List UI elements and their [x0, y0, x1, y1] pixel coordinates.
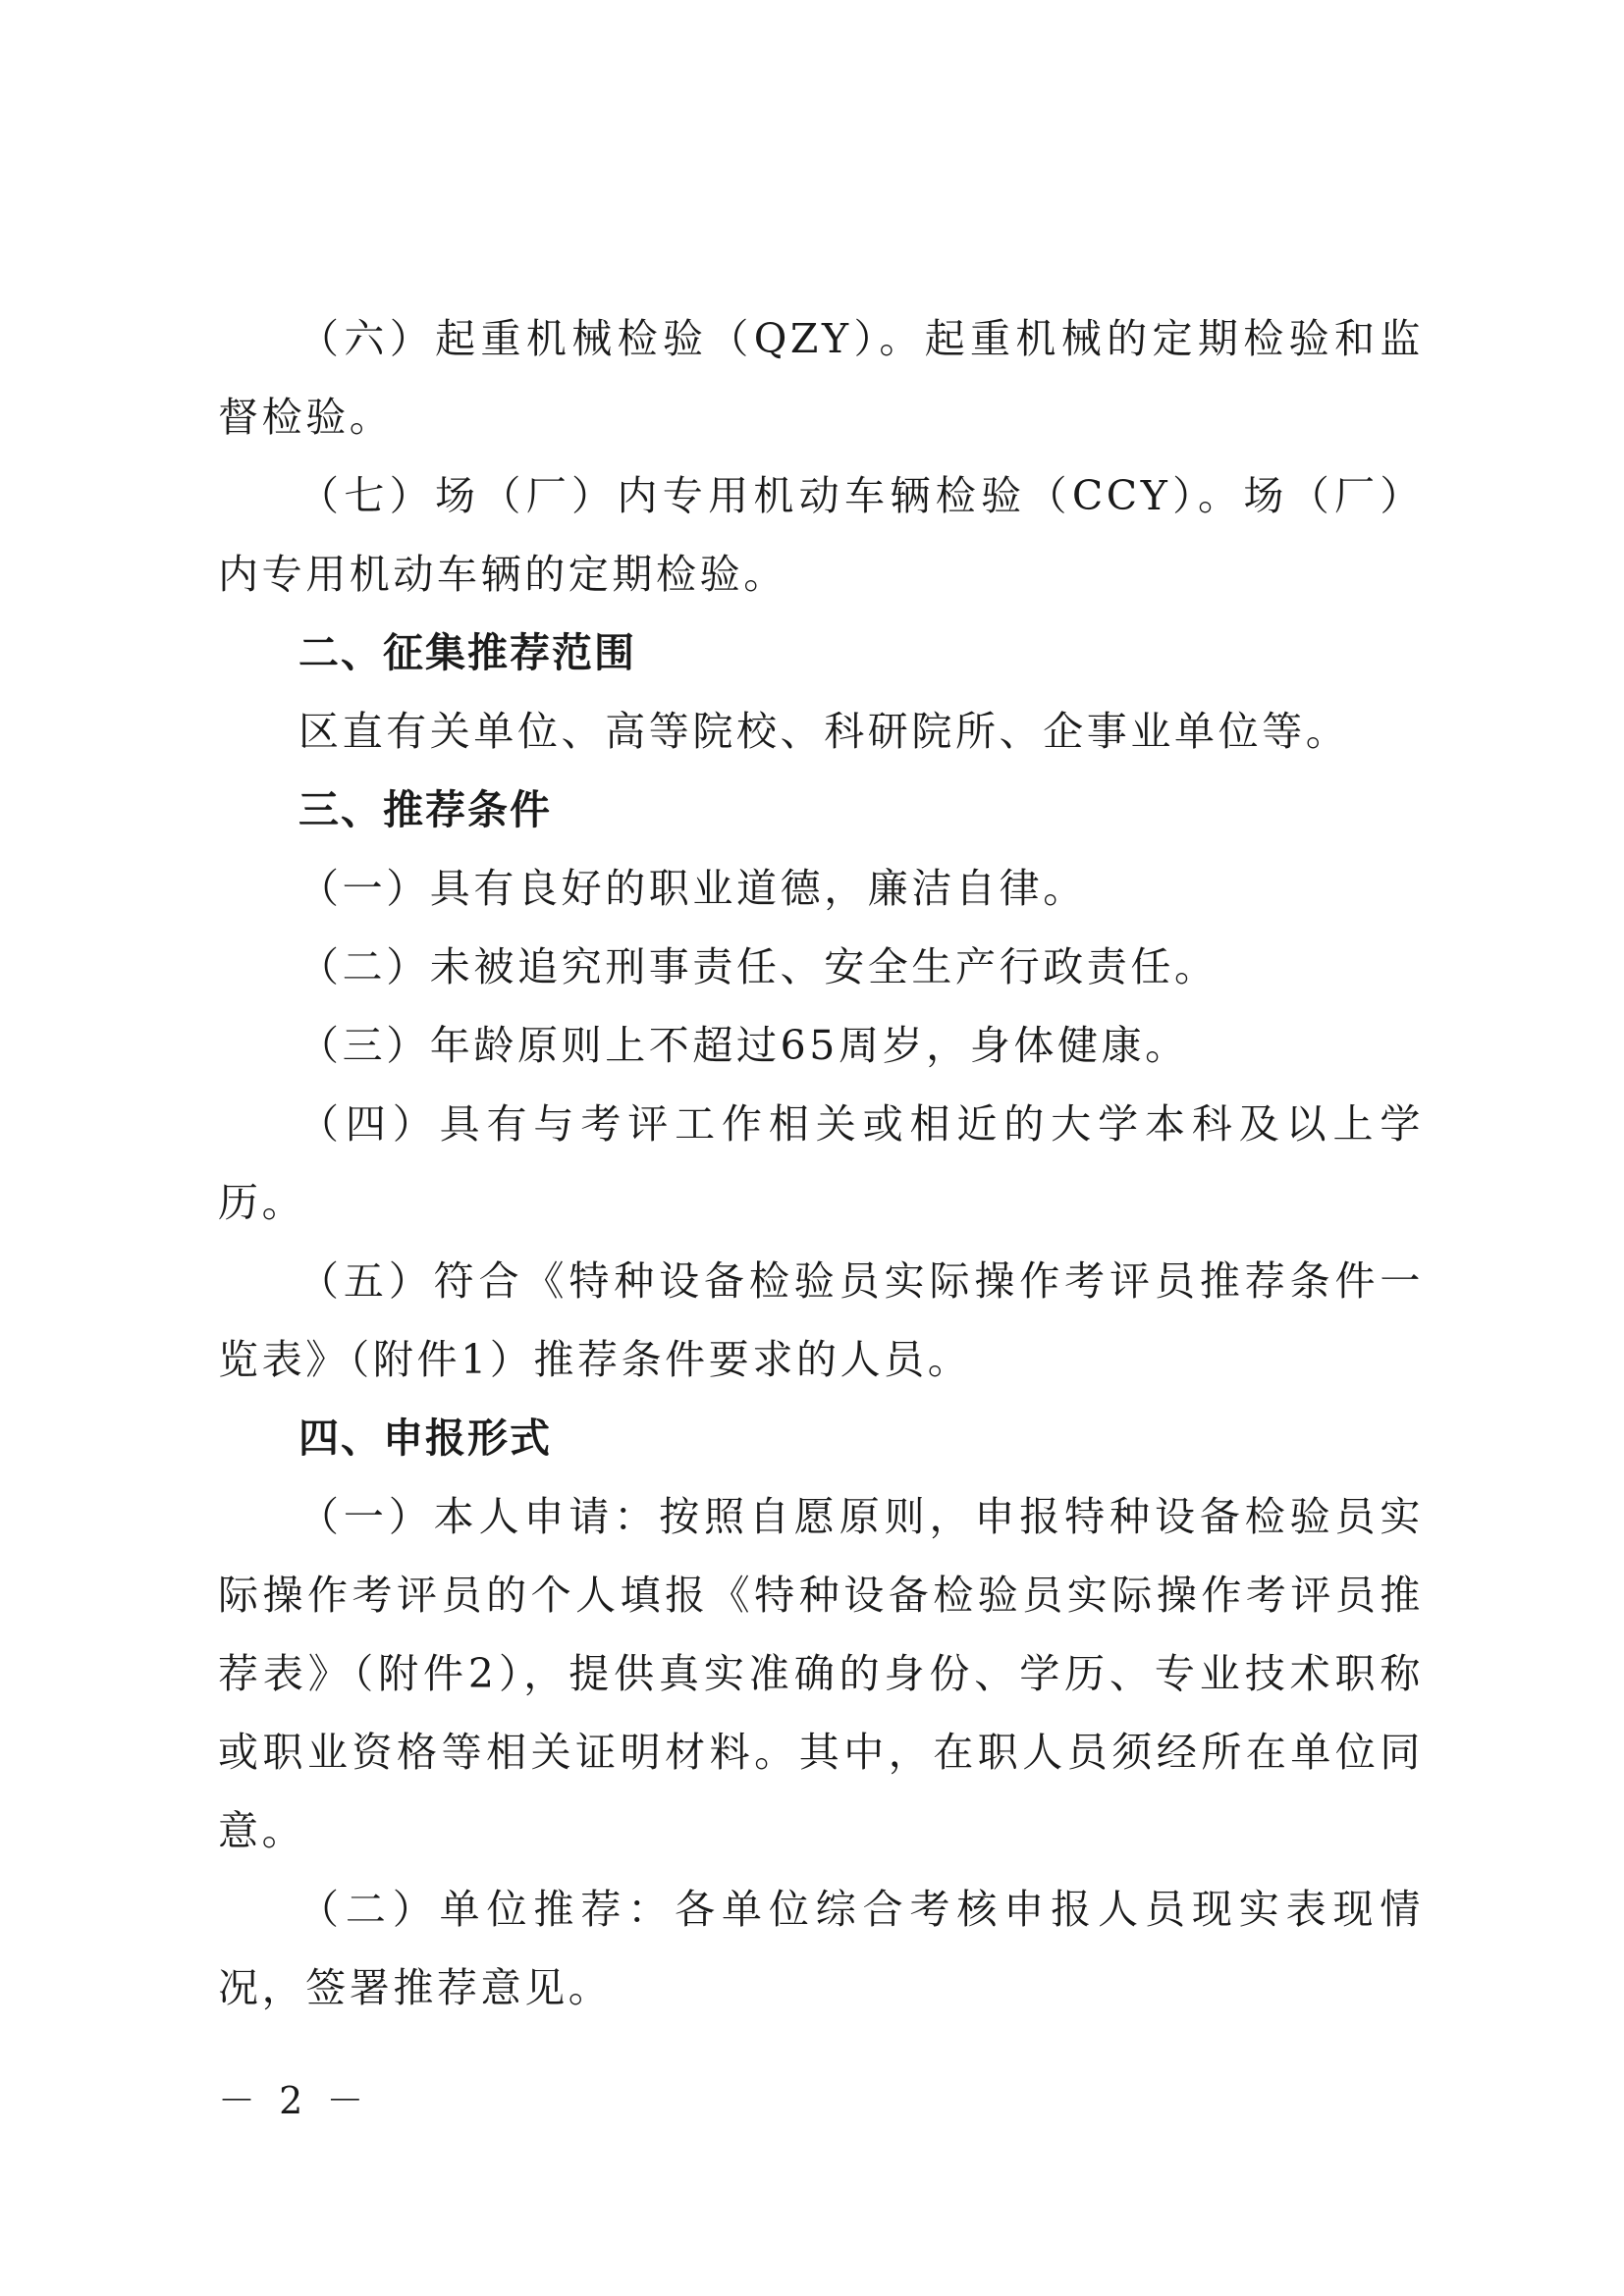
paragraph-condition-5: （五）符合《特种设备检验员实际操作考评员推荐条件一览表》（附件1）推荐条件要求的人员。: [218, 1257, 1424, 1383]
page-number: － 2 －: [218, 2079, 370, 2122]
paragraph-condition-3: （三）年龄原则上不超过65周岁，身体健康。: [298, 1022, 1189, 1069]
paragraph-condition-1: （一）具有良好的职业道德，廉洁自律。: [298, 865, 1087, 912]
paragraph-vehicle-inspection: （七）场（厂）内专用机动车辆检验（CCY）。场（厂）内专用机动车辆的定期检验。: [218, 472, 1424, 598]
paragraph-application-2: （二）单位推荐：各单位综合考核申报人员现实表现情况，签署推荐意见。: [218, 1886, 1424, 2011]
paragraph-condition-2: （二）未被追究刑事责任、安全生产行政责任。: [298, 943, 1218, 990]
document-body: [218, 299, 1424, 2027]
heading-scope: 二、征集推荐范围: [298, 629, 636, 676]
heading-application-form: 四、申报形式: [298, 1415, 552, 1462]
heading-conditions: 三、推荐条件: [298, 786, 552, 833]
paragraph-condition-4: （四）具有与考评工作相关或相近的大学本科及以上学历。: [218, 1100, 1424, 1226]
paragraph-scope: 区直有关单位、高等院校、科研院所、企事业单位等。: [298, 708, 1350, 755]
paragraph-application-1: （一）本人申请：按照自愿原则，申报特种设备检验员实际操作考评员的个人填报《特种设备检验员实际操作考评员推荐表》（附件2），提供真实准确的身份、学历、专业技术职称或职业资格等相关证明材料。其中，在职人员须经所在单位同意。: [218, 1493, 1424, 1854]
paragraph-crane-inspection: （六）起重机械检验（QZY）。起重机械的定期检验和监督检验。: [218, 315, 1424, 441]
